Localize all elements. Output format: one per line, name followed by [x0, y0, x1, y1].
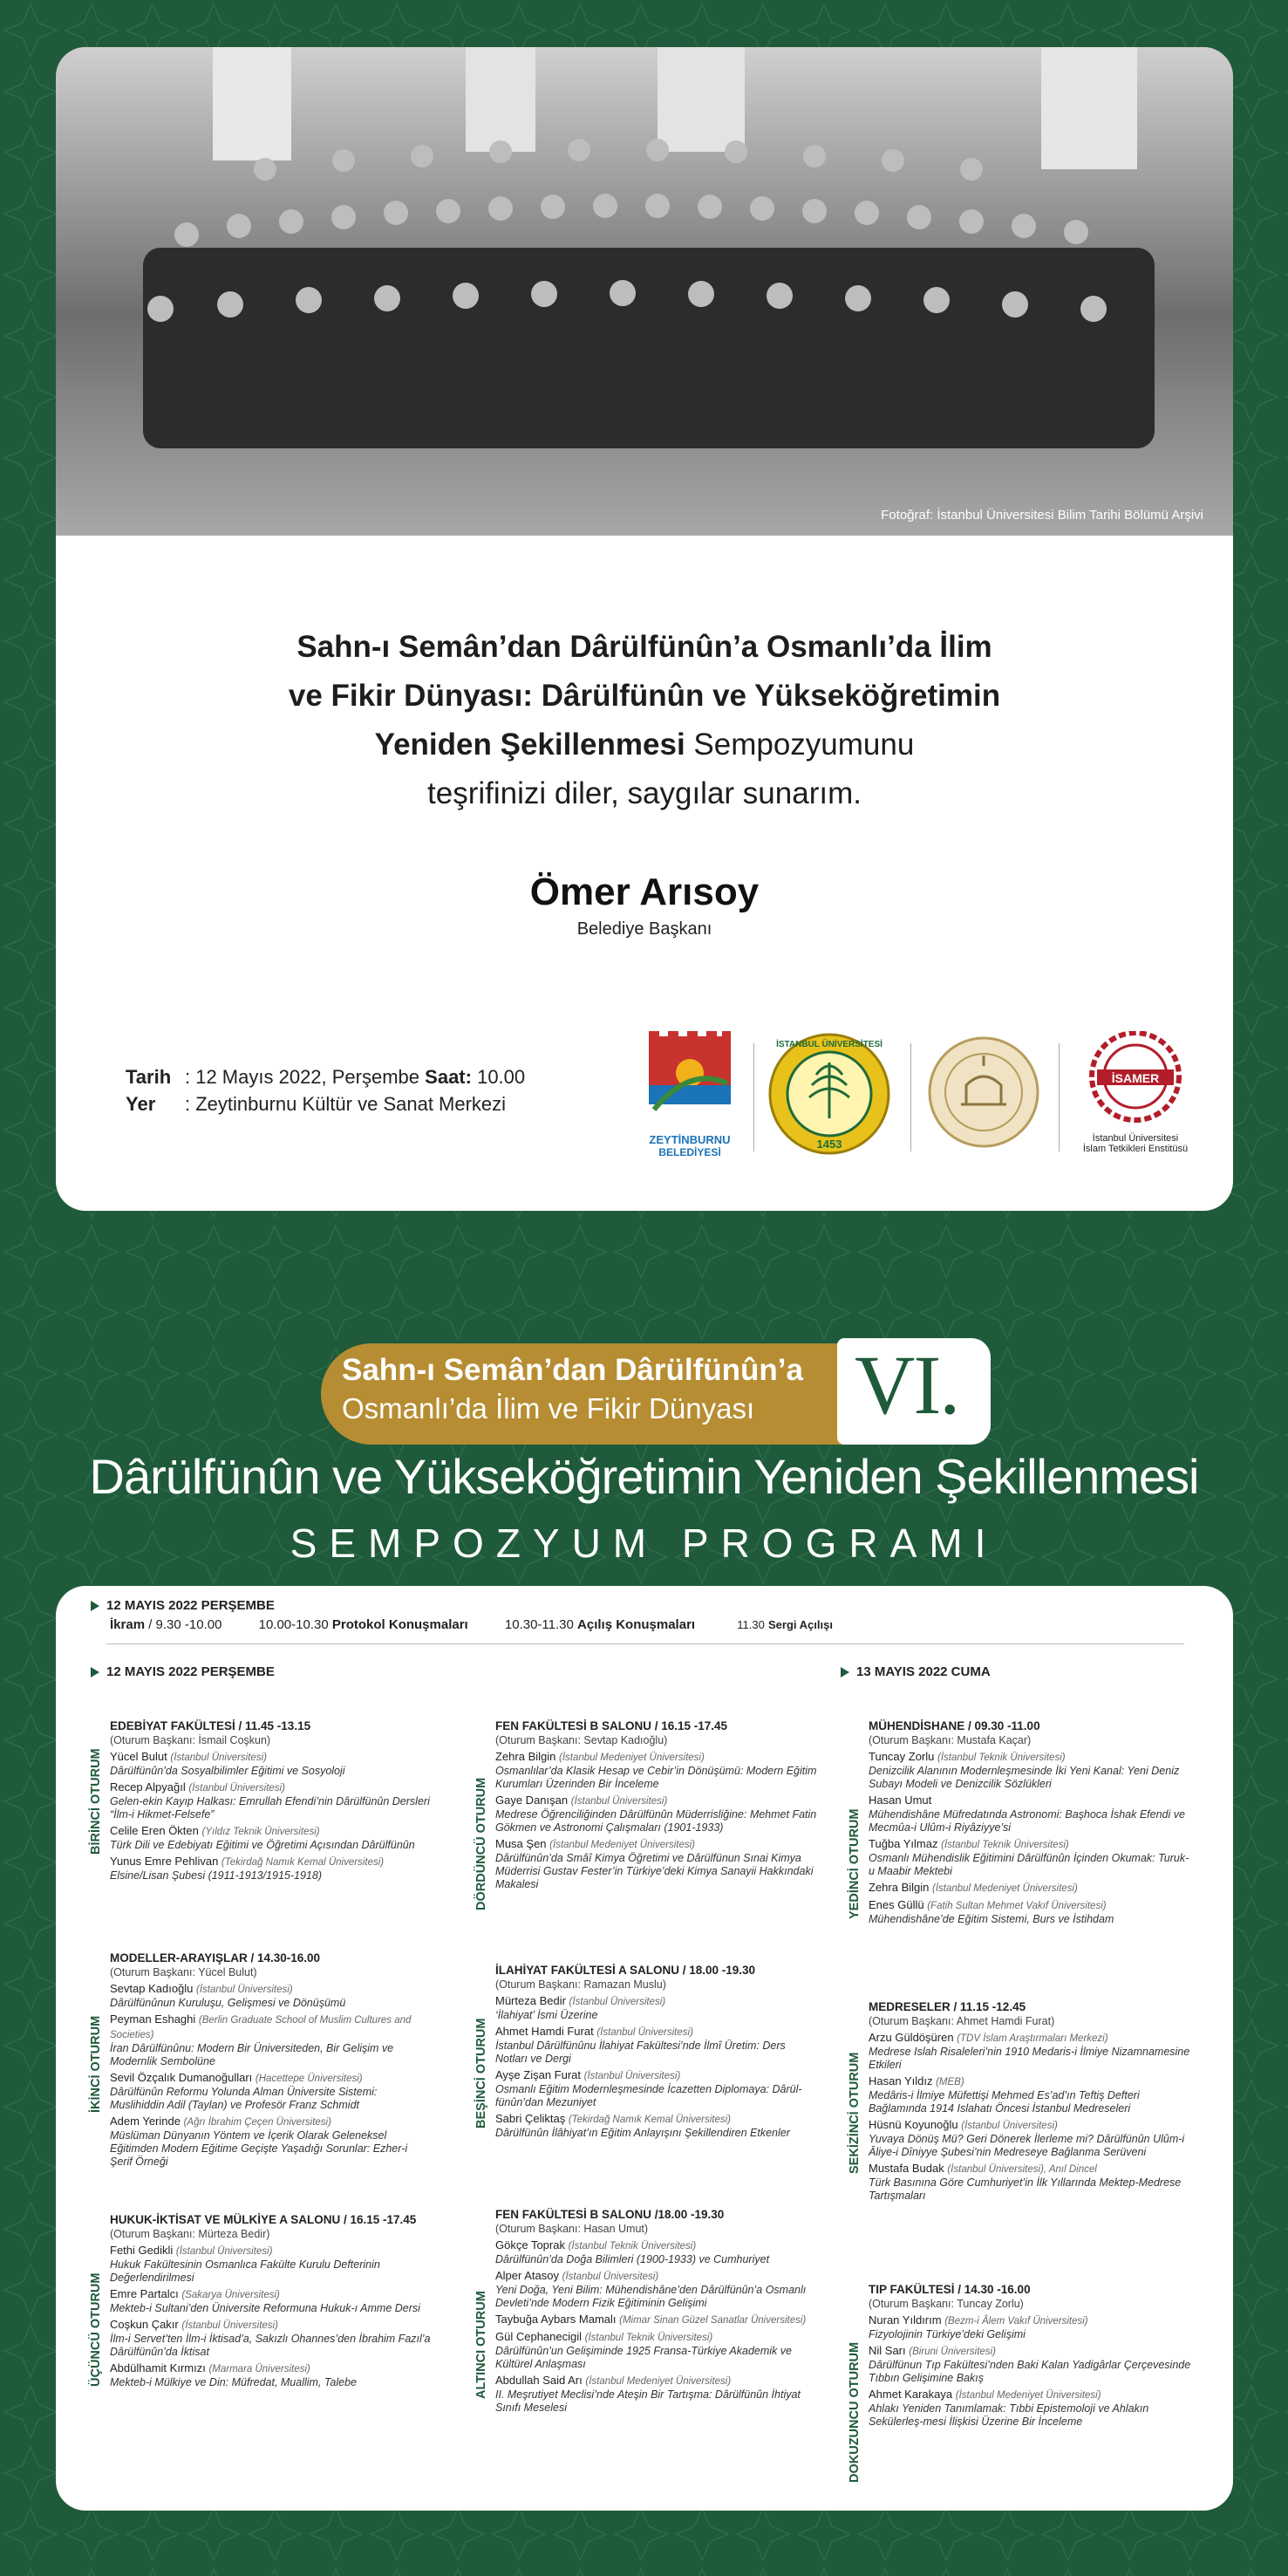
- paper-title: Denizcilik Alanının Modernleşmesinde İki Yeni Kanal: Yeni Deniz Subayı Modeli ve Denizcilik Sözlükleri: [869, 1765, 1180, 1790]
- paper-title: Dârülfünun Tıp Fakültesi’nden Baki Kalan Yadigârlar Çerçevesinde Tıbbın Gelişimine Bakış: [869, 2359, 1191, 2384]
- speaker-institution: (Hacettepe Üniversitesi): [255, 2074, 363, 2084]
- opening-time: 10.30-11.30: [504, 1617, 574, 1632]
- session-chair: (Oturum Başkanı: Ramazan Muslu): [495, 1978, 666, 1991]
- speaker-name: Gaye Danışan: [495, 1794, 569, 1807]
- paper-title: Mekteb-i Sultani’den Üniversite Reformuna Hukuk-ı Amme Dersi: [110, 2302, 420, 2314]
- isamer-sub2: İslam Tetkikleri Enstitüsü: [1082, 1144, 1189, 1154]
- speaker: [869, 1898, 1191, 1913]
- speaker-name: Gökçe Toprak: [495, 2238, 565, 2251]
- date-value: : 12 Mayıs 2022, Perşembe: [185, 1066, 420, 1088]
- istanbul-university-year: 1453: [816, 1138, 842, 1151]
- mayor-title: Belediye Başkanı: [576, 919, 712, 939]
- speaker-institution: (Fatih Sultan Mehmet Vakıf Üniversitesi): [927, 1901, 1107, 1911]
- session-title: TIP FAKÜLTESİ / 14.30 -16.00: [869, 2283, 1031, 2296]
- opening-line: [110, 1617, 833, 1632]
- paper-title: Medrese Islah Risaleleri’nin 1910 Medaris-i İlmiye Nizamnamesine Etkileri: [869, 2046, 1190, 2071]
- speaker-institution: (İstanbul Üniversitesi): [570, 1796, 668, 1807]
- speaker-name: Sevtap Kadıoğlu: [110, 1982, 194, 1995]
- speaker-institution: (Berlin Graduate School of Muslim Cultures and Societies): [110, 2015, 412, 2040]
- exhibition-label: Sergi Açılışı: [768, 1618, 833, 1631]
- session-label: DOKUZUNCU OTURUM: [848, 2341, 862, 2483]
- speaker-name: Zehra Bilgin: [869, 1881, 930, 1894]
- time-value: 10.00: [477, 1066, 526, 1088]
- symposium-title-line1: Sahn-ı Semân’dan Dârülfünûn’a Osmanlı’da İlim: [296, 630, 992, 664]
- speaker: [869, 2074, 1191, 2089]
- speaker-institution: (İstanbul Teknik Üniversitesi): [568, 2241, 697, 2251]
- speaker-institution: (Ağrı İbrahim Çeçen Üniversitesi): [183, 2117, 331, 2128]
- speaker-institution: (İstanbul Teknik Üniversitesi): [937, 1753, 1066, 1763]
- speaker-institution: (Yıldız Teknik Üniversitesi): [201, 1827, 320, 1837]
- place-value: : Zeytinburnu Kültür ve Sanat Merkezi: [185, 1093, 507, 1115]
- speaker-name: Tuğba Yılmaz: [869, 1837, 938, 1850]
- speaker-institution: (İstanbul Teknik Üniversitesi): [584, 2333, 713, 2343]
- photo-credit: Fotoğraf: İstanbul Üniversitesi Bilim Tarihi Bölümü Arşivi: [881, 508, 1203, 523]
- paper-title: Osmanlı Eğitim Modernleşmesinde İcazetten Diplomaya: Dârül-fünûn’dan Mezuniyet: [495, 2083, 802, 2108]
- time-label: Saat:: [425, 1066, 472, 1088]
- paper-title: Müslüman Dünyanın Yöntem ve İçerik Olarak Geleneksel Eğitimden Modern Eğitime Geçişte Yaşadığı Sorunlar: Ezher-i Şerif Örneği: [110, 2129, 408, 2168]
- isamer-sub1: İstanbul Üniversitesi: [1092, 1133, 1179, 1144]
- session-chair: (Oturum Başkanı: Mürteza Bedir): [110, 2228, 270, 2240]
- date-label: Tarih: [126, 1066, 172, 1088]
- isamer-logo-text: İSAMER: [1111, 1071, 1160, 1085]
- speaker: [495, 1837, 818, 1852]
- speaker-name: Sabri Çeliktaş: [495, 2112, 566, 2125]
- speaker: [110, 2244, 433, 2258]
- speaker-institution: (İstanbul Üniversitesi): [569, 1997, 666, 2007]
- program-title: Dârülfünûn ve Yükseköğretimin Yeniden Şekillenmesi: [89, 1449, 1199, 1504]
- isamer-logo: [1071, 1031, 1200, 1154]
- symposium-title-line3: Yeniden Şekillenmesi: [374, 728, 685, 762]
- place-label: Yer: [126, 1093, 156, 1115]
- speaker-name: Arzu Güldöşüren: [869, 2031, 954, 2044]
- speaker: [110, 1750, 433, 1765]
- speaker: [495, 1994, 818, 2009]
- speaker-name: Ahmet Karakaya: [869, 2388, 953, 2401]
- session-label: ÜÇÜNCÜ OTURUM: [89, 2272, 103, 2387]
- speaker: [110, 1855, 433, 1869]
- symposium-title-line2: ve Fikir Dünyası: Dârülfünûn ve Yükseköğretimin: [288, 679, 1001, 713]
- speaker-name: Taybuğa Aybars Mamalı: [495, 2313, 617, 2326]
- session-block: [869, 1718, 1191, 1926]
- divider: [106, 1643, 1184, 1644]
- speaker-institution: (TDV İslam Araştırmaları Merkezi): [957, 2033, 1108, 2044]
- speaker: [110, 2115, 433, 2129]
- speaker-name: Sevil Özçalık Dumanoğulları: [110, 2071, 253, 2084]
- day-heading: 12 MAYIS 2022 PERŞEMBE: [91, 1664, 275, 1679]
- speaker-institution: (İstanbul Üniversitesi): [961, 2121, 1058, 2131]
- speaker-name: Fethi Gedikli: [110, 2244, 174, 2257]
- session-block: [495, 1963, 818, 2140]
- divider: [1059, 1043, 1060, 1151]
- speaker: [869, 2118, 1191, 2133]
- speaker: [869, 1750, 1191, 1765]
- speaker-institution: (Tekirdağ Namık Kemal Üniversitesi): [568, 2115, 732, 2125]
- speaker-institution: (MEB): [936, 2077, 964, 2087]
- archive-group-photo: [56, 47, 1233, 536]
- speaker-name: Adem Yerinde: [110, 2115, 181, 2128]
- speaker-institution: (İstanbul Medeniyet Üniversitesi): [932, 1883, 1078, 1894]
- speaker-institution: (İstanbul Üniversitesi): [175, 2246, 273, 2257]
- protocol-time: 10.00-10.30: [258, 1617, 329, 1632]
- speaker-name: Nil Sarı: [869, 2344, 906, 2357]
- invite-closing: teşrifinizi diler, saygılar sunarım.: [427, 776, 862, 810]
- speaker: [495, 2269, 818, 2284]
- speaker: [110, 2318, 433, 2333]
- speaker: [110, 2071, 433, 2086]
- speaker-institution: (İstanbul Medeniyet Üniversitesi): [549, 1840, 695, 1850]
- session-label: ALTINCI OTURUM: [474, 2291, 488, 2399]
- speaker: [869, 2313, 1191, 2328]
- speaker-name: Alper Atasoy: [495, 2269, 559, 2282]
- logo-row: [642, 1031, 1200, 1162]
- paper-title: Mühendishâne Müfredatında Astronomi: Başhoca İshak Efendi ve Mecmûa-i Ulûm-i Riyâziyye’si: [869, 1808, 1185, 1834]
- paper-title: Fizyolojinin Türkiye’deki Gelişimi: [869, 2328, 1026, 2340]
- invite-text-part: Sempozyumunu: [685, 728, 915, 762]
- speaker: [495, 2313, 818, 2327]
- speaker-name: Ayşe Zişan Furat: [495, 2068, 582, 2081]
- speaker-name: Enes Güllü: [869, 1898, 924, 1911]
- speaker: [869, 1837, 1191, 1852]
- speaker-institution: (İstanbul Medeniyet Üniversitesi): [559, 1753, 705, 1763]
- speaker: [869, 2031, 1191, 2046]
- opening-label: Açılış Konuşmaları: [577, 1617, 696, 1632]
- speaker-institution: (Tekirdağ Namık Kemal Üniversitesi): [221, 1857, 385, 1868]
- zeytinburnu-logo-text: ZEYTİNBURNU: [649, 1133, 731, 1146]
- speaker-institution: (İstanbul Üniversitesi): [196, 1985, 293, 1995]
- session-label: İKİNCİ OTURUM: [89, 2015, 103, 2113]
- session-title: FEN FAKÜLTESİ B SALONU /18.00 -19.30: [495, 2208, 725, 2221]
- paper-title: Elsine/Lisan Şubesi (1911-1913/1915-1918): [110, 1869, 322, 1882]
- speaker-institution: (İstanbul Medeniyet Üniversitesi): [955, 2390, 1101, 2401]
- speaker-name: Gül Cephanecigil: [495, 2330, 583, 2343]
- program-subtitle: SEMPOZYUM PROGRAMI: [290, 1520, 998, 1566]
- paper-title: Dârülfünûn Reformu Yolunda Alman Üniversite Sistemi: Muslihiddin Adil (Taylan) ve Profesör Franz Schmidt: [110, 2086, 378, 2111]
- paper-title: Yeni Doğa, Yeni Bilim: Mühendishâne’den Dârülfünûn’a Osmanlı Devleti’nde Modern Fizik Eğitiminin Gelişimi: [495, 2284, 807, 2309]
- paper-title: Türk Dili ve Edebiyatı Eğitimi ve Öğretimi Açısından Dârülfünûn: [110, 1839, 415, 1851]
- speaker: [495, 1750, 818, 1765]
- speaker: [110, 2361, 433, 2376]
- protocol-label: Protokol Konuşmaları: [331, 1617, 468, 1632]
- paper-title: II. Meşrutiyet Meclisi’nde Ateşin Bir Tartışma: Dârülfünûn İhtiyat Sınıfı Meselesi: [495, 2388, 801, 2414]
- speaker-name: Nuran Yıldırım: [869, 2313, 942, 2327]
- paper-title: Dârülfünûn’un Gelişiminde 1925 Fransa-Türkiye Akademik ve Kültürel Anlaşması: [495, 2345, 792, 2370]
- session-label: YEDİNCİ OTURUM: [848, 1808, 862, 1919]
- speaker-institution: (İstanbul Üniversitesi): [596, 2027, 693, 2038]
- exhibition-time: 11.30: [737, 1618, 765, 1631]
- speaker-institution: (İstanbul Üniversitesi): [170, 1753, 267, 1763]
- speaker-name: Ahmet Hamdi Furat: [495, 2025, 594, 2038]
- speaker-institution: (Bezm-i Âlem Vakıf Üniversitesi): [944, 2316, 1088, 2327]
- session-chair: (Oturum Başkanı: Mustafa Kaçar): [869, 1734, 1032, 1746]
- speaker-name: Emre Partalcı: [110, 2287, 179, 2300]
- zeytinburnu-logo-sub: BELEDİYESİ: [658, 1146, 721, 1158]
- speaker-name: Hasan Yıldız: [869, 2074, 933, 2087]
- speaker-name: Celile Eren Ökten: [110, 1824, 199, 1837]
- speaker: [495, 2112, 818, 2127]
- session-block: [869, 1999, 1191, 2203]
- session-title: FEN FAKÜLTESİ B SALONU / 16.15 -17.45: [495, 1719, 728, 1732]
- session-chair: (Oturum Başkanı: İsmail Coşkun): [110, 1734, 271, 1746]
- paper-title: Türk Basınına Göre Cumhuriyet’in İlk Yıllarında Mektep-Medrese Tartışmaları: [869, 2176, 1182, 2202]
- mayor-name: Ömer Arısoy: [529, 871, 760, 913]
- paper-title: İran Dârülfünûnu: Modern Bir Üniversiteden, Bir Gelişim ve Modernlik Sembolüne: [110, 2042, 394, 2067]
- pill-line2: Osmanlı’da İlim ve Fikir Dünyası: [342, 1392, 755, 1425]
- paper-title: Medâris-i İlmiye Müfettişi Mehmed Es’ad’ın Teftiş Defteri Bağlamında 1914 Islahatı Öncesi İstanbul Medreseleri: [869, 2089, 1140, 2115]
- speaker-institution: (Biruni Üniversitesi): [909, 2347, 996, 2357]
- speaker-name: Hasan Umut: [869, 1794, 932, 1807]
- invitation-card: [56, 47, 1233, 1211]
- speaker: [495, 2068, 818, 2083]
- session-chair: (Oturum Başkanı: Yücel Bulut): [110, 1966, 257, 1978]
- speaker: [110, 2287, 433, 2302]
- speaker-institution: (İstanbul Üniversitesi): [583, 2071, 681, 2081]
- speaker: [110, 1780, 433, 1795]
- speaker: [110, 2012, 433, 2042]
- divider: [753, 1043, 754, 1151]
- speaker-institution: (Marmara Üniversitesi): [208, 2364, 310, 2374]
- speaker: [110, 1824, 433, 1839]
- speaker-institution: (Sakarya Üniversitesi): [181, 2290, 280, 2300]
- speaker-institution: (İstanbul Üniversitesi): [562, 2272, 659, 2282]
- session-label: BEŞİNCİ OTURUM: [474, 2018, 488, 2128]
- paper-title: Osmanlılar’da Klasik Hesap ve Cebir’in Dönüşümü: Modern Eğitim Kurumları Üzerinden Bir İnceleme: [495, 1765, 817, 1790]
- speaker: [110, 1982, 433, 1997]
- session-title: MODELLER-ARAYIŞLAR / 14.30-16.00: [110, 1951, 321, 1964]
- speaker: [869, 2344, 1191, 2359]
- paper-title: Dârülfünûn İlâhiyat’ın Eğitim Anlayışını Şekillendiren Etkenler: [495, 2127, 790, 2139]
- session-label: DÖRDÜNCÜ OTURUM: [474, 1777, 488, 1910]
- speaker-institution: (İstanbul Teknik Üniversitesi): [941, 1840, 1069, 1850]
- speaker-name: Recep Alpyağıl: [110, 1780, 186, 1794]
- paper-title: ‘İlahiyat’ İsmi Üzerine: [495, 2009, 598, 2021]
- session-block: [869, 2282, 1191, 2429]
- speaker: [495, 2330, 818, 2345]
- paper-title: Medrese Öğrenciliğinden Dârülfünûn Müderrisliğine: Mehmet Fatin Gökmen ve Astronomi Çalışmaları (1901-1933): [495, 1808, 817, 1834]
- paper-title: Hukuk Fakültesinin Osmanlıca Fakülte Kurulu Defterinin Değerlendirilmesi: [110, 2258, 380, 2284]
- speaker: [869, 1881, 1191, 1896]
- speaker: [869, 2162, 1191, 2176]
- session-chair: (Oturum Başkanı: Tuncay Zorlu): [869, 2298, 1024, 2310]
- invitation-text: [56, 623, 1233, 818]
- session-title: EDEBİYAT FAKÜLTESİ / 11.45 -13.15: [110, 1719, 311, 1732]
- paper-title: İstanbul Dârülfünûnu İlahiyat Fakültesi’nde İlmî Üretim: Ders Notları ve Dergi: [495, 2040, 786, 2065]
- istanbul-university-logo: [764, 1031, 895, 1166]
- day-heading: 12 MAYIS 2022 PERŞEMBE: [91, 1598, 275, 1613]
- ikram-label: İkram: [110, 1617, 146, 1632]
- divider: [910, 1043, 911, 1151]
- session-block: [110, 2212, 433, 2389]
- session-title: MÜHENDİSHANE / 09.30 -11.00: [869, 1719, 1040, 1732]
- speaker-name: Musa Şen: [495, 1837, 547, 1850]
- session-label: SEKİZİNCİ OTURUM: [848, 2052, 862, 2174]
- speaker-name: Mürteza Bedir: [495, 1994, 566, 2007]
- speaker-name: Hüsnü Koyunoğlu: [869, 2118, 958, 2131]
- paper-title: İlm-i Servet’ten İlm-i İktisad’a, Sakızlı Ohannes’den İbrahim Fazıl’a Dârülfünûn’da İktisat: [110, 2333, 431, 2358]
- ikram-time: / 9.30 -10.00: [145, 1617, 222, 1632]
- session-chair: (Oturum Başkanı: Ahmet Hamdi Furat): [869, 2015, 1055, 2027]
- speaker-name: Coşkun Çakır: [110, 2318, 179, 2331]
- speaker-name: Yunus Emre Pehlivan: [110, 1855, 219, 1868]
- speaker-name: Peyman Eshaghi: [110, 2012, 196, 2026]
- session-block: [110, 1951, 433, 2169]
- speaker: [869, 1794, 1191, 1808]
- session-title: HUKUK-İKTİSAT VE MÜLKİYE A SALONU / 16.15 -17.45: [110, 2213, 417, 2226]
- istanbul-university-logo-text: İSTANBUL ÜNİVERSİTESİ: [776, 1040, 883, 1049]
- paper-title: Mühendishâne’de Eğitim Sistemi, Burs ve İstihdam: [869, 1913, 1114, 1925]
- program-card: [56, 1586, 1233, 2511]
- speaker-institution: (İstanbul Üniversitesi): [181, 2320, 278, 2331]
- session-title: İLAHİYAT FAKÜLTESİ A SALONU / 18.00 -19.30: [495, 1964, 756, 1977]
- speaker-name: Mustafa Budak: [869, 2162, 944, 2175]
- paper-title: Osmanlı Mühendislik Eğitimini Dârülfünûn İçinden Okumak: Turuk-u Maabir Mektebi: [869, 1852, 1189, 1877]
- session-chair: (Oturum Başkanı: Sevtap Kadıoğlu): [495, 1734, 668, 1746]
- edition-number: VI.: [855, 1338, 959, 1431]
- paper-title: Dârülfünûnun Kuruluşu, Gelişmesi ve Dönüşümü: [110, 1997, 346, 2009]
- session-chair: (Oturum Başkanı: Hasan Umut): [495, 2223, 649, 2235]
- paper-title: Ahlakı Yeniden Tanımlamak: Tıbbi Epistemoloji ve Ahlakın Sekülerleş-mesi İlişkisi Üzerine Bir İnceleme: [869, 2402, 1149, 2428]
- paper-title: Yuvaya Dönüş Mü? Geri Dönerek İlerleme mi? Dârülfünûn Ulûm-i Âliye-i Dîniyye Şubesi’nin Medreseye Bağlanma Serüveni: [869, 2133, 1185, 2158]
- speaker-institution: (Mimar Sinan Güzel Sanatlar Üniversitesi): [619, 2315, 807, 2326]
- paper-title: Gelen-ekin Kayıp Halkası: Emrullah Efendi’nin Dârülfünûn Dersleri “İlm-i Hikmet-Felsefe”: [110, 1795, 430, 1821]
- speaker: [495, 1794, 818, 1808]
- session-block: [110, 1718, 433, 1882]
- paper-title: Dârülfünûn’da Smâî Kimya Öğretimi ve Dârülfünun Sınai Kimya Müderrisi Gustav Fester’in Türkiye’deki Kimya Sanayii Hakkındaki Makalesi: [495, 1852, 814, 1890]
- pill-line1: Sahn-ı Semân’dan Dârülfünûn’a: [342, 1353, 803, 1387]
- speaker-name: Yücel Bulut: [110, 1750, 167, 1763]
- speaker: [495, 2374, 818, 2388]
- speaker: [495, 2238, 818, 2253]
- speaker-name: Abdullah Said Arı: [495, 2374, 583, 2387]
- speaker-name: Tuncay Zorlu: [869, 1750, 935, 1763]
- session-block: [495, 2207, 818, 2415]
- day-heading: 13 MAYIS 2022 CUMA: [841, 1664, 991, 1679]
- event-info: [126, 1063, 525, 1117]
- paper-title: Dârülfünûn’da Sosyalbilimler Eğitimi ve Sosyoloji: [110, 1765, 345, 1777]
- session-label: BİRİNCİ OTURUM: [89, 1748, 103, 1855]
- speaker-institution: (İstanbul Üniversitesi): [188, 1783, 285, 1794]
- paper-title: Dârülfünûn’da Doğa Bilimleri (1900-1933) ve Cumhuriyet: [495, 2253, 770, 2265]
- speaker-institution: (İstanbul Üniversitesi), Anıl Dincel: [947, 2164, 1097, 2175]
- speaker-institution: (İstanbul Medeniyet Üniversitesi): [585, 2376, 732, 2387]
- session-title: MEDRESELER / 11.15 -12.45: [869, 2000, 1026, 2013]
- speaker: [869, 2388, 1191, 2402]
- paper-title: Mekteb-i Mülkiye ve Din: Müfredat, Muallim, Talebe: [110, 2376, 357, 2388]
- speaker-name: Zehra Bilgin: [495, 1750, 556, 1763]
- zeytinburnu-logo: [642, 1031, 738, 1158]
- session-block: [495, 1718, 818, 1891]
- speaker: [495, 2025, 818, 2040]
- speaker-name: Abdülhamit Kırmızı: [110, 2361, 206, 2374]
- theology-faculty-logo: [923, 1031, 1045, 1158]
